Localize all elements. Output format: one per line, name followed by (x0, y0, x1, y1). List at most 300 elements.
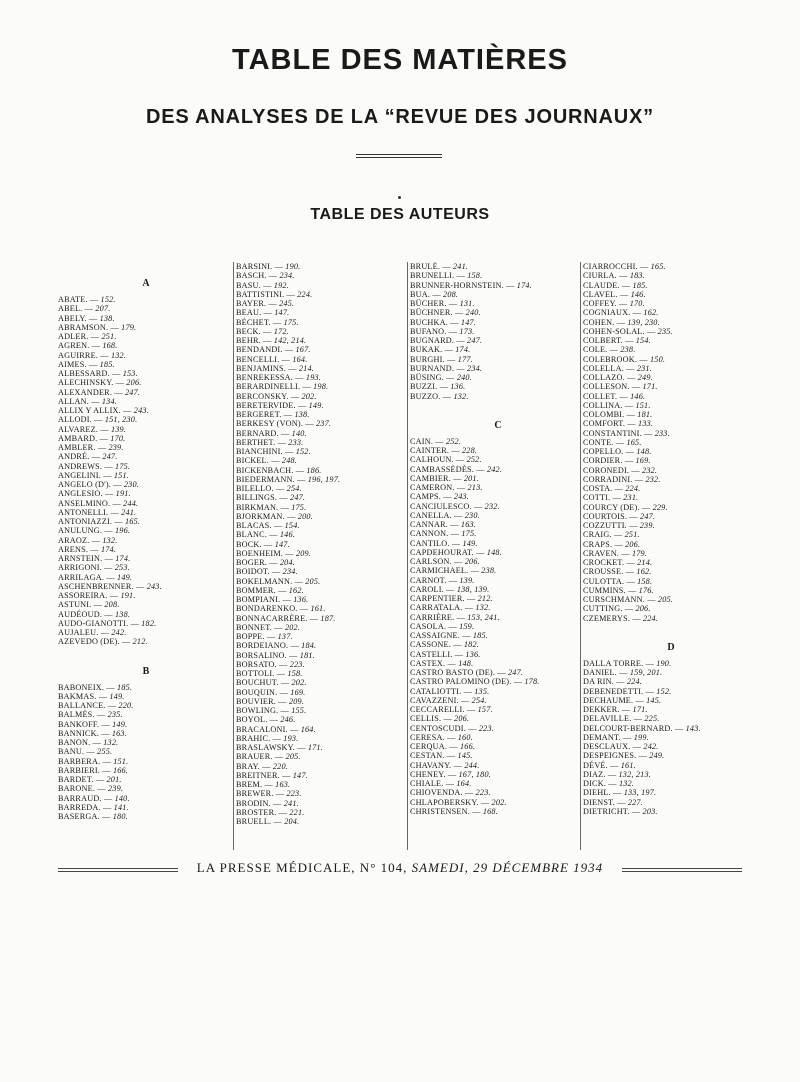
author-name: CONTE. (583, 437, 614, 447)
author-name: DEBENEDETTI. (583, 686, 644, 696)
dash-separator: — (102, 461, 116, 471)
author-entry (236, 281, 412, 290)
author-name: ASCHENBRENNER. (58, 581, 134, 591)
dash-separator: — (102, 554, 116, 563)
page-numbers: 234. (279, 271, 295, 281)
dash-separator: — (446, 575, 460, 585)
page-numbers: 138, 139. (456, 584, 490, 594)
page-numbers: 205. (657, 595, 674, 604)
author-entry (583, 401, 759, 410)
author-name: BONDARENKO. (236, 604, 298, 614)
page-numbers: 255. (97, 747, 113, 757)
dash-separator: — (443, 779, 457, 788)
page-numbers: 248. (281, 456, 298, 466)
page-numbers: 151, 230. (104, 415, 138, 425)
page-numbers: 158. (637, 576, 653, 586)
page-numbers: 214. (298, 363, 315, 373)
page-numbers: 243. (146, 581, 162, 591)
dash-separator: — (86, 359, 100, 369)
dash-separator: — (454, 271, 468, 281)
author-name: ASSOREIRA. (58, 591, 108, 600)
author-name: ABATE. (58, 295, 88, 304)
author-name: BUZZI. (410, 382, 438, 392)
dash-separator: — (264, 632, 278, 641)
author-entry (236, 466, 412, 475)
author-entry (410, 373, 586, 382)
author-name: CASTRO BASTO (DE). (410, 668, 496, 677)
page-numbers: 196. (115, 526, 131, 536)
page-numbers: 135. (474, 686, 490, 696)
dash-separator: — (478, 797, 492, 807)
footer-date: SAMEDI, 29 DÉCEMBRE 1934 (411, 860, 604, 875)
page-numbers: 187. (320, 613, 336, 623)
dash-separator: — (610, 493, 624, 503)
dash-separator: — (279, 354, 293, 364)
dash-separator: — (112, 517, 126, 526)
page-numbers: 241. (121, 507, 137, 517)
page-numbers: 182. (463, 640, 479, 650)
dash-separator: — (644, 326, 658, 336)
author-name: BANKOFF. (58, 719, 100, 729)
author-entry (410, 290, 586, 299)
author-entry (410, 640, 586, 649)
author-name: BURNAND. (410, 363, 455, 373)
index-column-3 (407, 262, 586, 850)
dash-separator: — (284, 511, 298, 521)
dash-separator: — (626, 521, 640, 530)
author-entry (583, 318, 759, 327)
author-name: DESCLAUX. (583, 742, 631, 751)
dash-separator: — (277, 493, 291, 503)
page-numbers: 153. (122, 369, 138, 378)
author-name: BARONE. (58, 784, 96, 794)
page-numbers: 232. (484, 501, 500, 511)
dash-separator: — (443, 584, 457, 594)
page-numbers: 132. (475, 603, 491, 613)
author-entry (58, 794, 234, 803)
page-numbers: 243. (133, 406, 149, 415)
author-name: BASERGA. (58, 812, 100, 821)
dash-separator: — (274, 669, 288, 678)
page-numbers: 229. (652, 502, 668, 512)
dash-separator: — (128, 618, 142, 628)
dash-separator: — (280, 595, 294, 604)
author-entry (236, 614, 412, 623)
page-numbers: 159, 201. (629, 668, 663, 677)
dash-separator: — (270, 733, 284, 743)
author-entry (583, 364, 759, 373)
page-numbers: 165. (125, 517, 141, 526)
dash-separator: — (288, 641, 302, 651)
author-entry (58, 415, 234, 424)
author-name: COLE. (583, 345, 608, 355)
author-entry (410, 650, 586, 659)
dash-separator: — (473, 547, 487, 557)
page-numbers: 202. (301, 391, 317, 401)
author-name: ARRILAGA. (58, 572, 105, 582)
page-numbers: 254. (286, 484, 302, 493)
author-entry (58, 462, 234, 471)
page-numbers: 161. (310, 604, 326, 614)
author-entry (58, 351, 234, 360)
page-numbers: 247. (467, 336, 483, 345)
page-numbers: 174. (115, 554, 131, 563)
dash-separator: — (606, 779, 619, 788)
author-name: BERETERVIDE. (236, 400, 296, 410)
page-numbers: 171. (632, 705, 648, 714)
dash-separator: — (113, 378, 127, 388)
dash-separator: — (452, 649, 466, 659)
letter-spacer (410, 401, 586, 419)
author-name: CHIOVENDA. (410, 788, 463, 798)
page-numbers: 207. (95, 304, 111, 314)
page-numbers: 223. (289, 659, 305, 669)
author-name: COLOMBI. (583, 410, 625, 419)
page-title: TABLE DES MATIÈRES (232, 44, 568, 76)
author-entry (236, 318, 412, 327)
dash-separator: — (624, 558, 638, 567)
dash-separator: — (300, 382, 314, 392)
page-numbers: 153, 241. (467, 612, 500, 622)
author-entry (583, 410, 759, 419)
author-entry (583, 668, 759, 677)
author-name: BANON. (58, 738, 91, 747)
author-name: DESPEIGNES. (583, 751, 637, 761)
page-numbers: 224. (297, 289, 313, 299)
author-name: ANSELMINO. (58, 498, 111, 508)
author-entry (58, 710, 234, 719)
dash-separator: — (273, 789, 287, 799)
author-entry (58, 619, 234, 628)
author-name: BIRKMAN. (236, 502, 279, 512)
author-name: ALECHINSKY. (58, 378, 114, 388)
dash-separator: — (100, 470, 114, 480)
author-name: CLAUDE. (583, 280, 620, 290)
dash-separator: — (625, 585, 639, 595)
dash-separator: — (441, 492, 454, 502)
page-numbers: 249. (649, 751, 665, 761)
dash-separator: — (450, 640, 464, 650)
author-name: COTTI. (583, 493, 611, 503)
page-numbers: 252. (445, 436, 462, 446)
author-entry (583, 724, 759, 733)
author-entry (583, 512, 759, 521)
author-entry (410, 779, 586, 788)
author-entry (58, 499, 234, 508)
author-name: BARBERA. (58, 756, 101, 766)
author-entry (236, 558, 412, 567)
author-name: BIANCHINI. (236, 447, 283, 456)
dash-separator: — (86, 313, 100, 323)
page-numbers: 148. (636, 447, 652, 456)
author-name: CLAVEL. (583, 289, 618, 299)
author-entry (583, 484, 759, 493)
dash-separator: — (278, 502, 292, 512)
author-name: BOIDOT. (236, 567, 270, 577)
page-numbers: 132. (453, 391, 469, 401)
author-name: CHRISTENSEN. (410, 806, 470, 816)
author-entry (583, 714, 759, 723)
dash-separator: — (82, 304, 96, 314)
dash-separator: — (278, 428, 292, 438)
dash-separator: — (446, 621, 460, 631)
author-entry (583, 456, 759, 465)
page-numbers: 148. (486, 547, 502, 557)
dash-separator: — (91, 600, 105, 610)
page-numbers: 180. (112, 812, 128, 821)
author-entry (410, 511, 586, 520)
author-entry (236, 373, 412, 382)
page-numbers: 245. (279, 299, 295, 308)
author-entry (583, 798, 759, 807)
author-entry (58, 747, 234, 756)
author-name: CROCKET. (583, 558, 625, 567)
dash-separator: — (454, 336, 468, 345)
author-entry (583, 549, 759, 558)
author-name: BOUQUIN. (236, 687, 278, 697)
author-entry (583, 687, 759, 696)
author-entry (236, 336, 412, 345)
author-name: CECCARELLI. (410, 705, 465, 714)
author-entry (583, 567, 759, 576)
author-entry (236, 697, 412, 706)
page-numbers: 235. (107, 710, 123, 720)
author-name: ARENS. (58, 544, 89, 554)
page-numbers: 136. (465, 649, 481, 659)
index-column-4 (580, 262, 759, 850)
page-numbers: 205. (305, 576, 321, 586)
page-numbers: 232. (645, 474, 661, 484)
dash-separator: — (283, 548, 296, 558)
page-numbers: 239. (108, 443, 124, 452)
page-numbers: 149. (462, 538, 478, 548)
author-name: ALLODI. (58, 415, 92, 425)
dash-separator: — (629, 465, 643, 475)
page-numbers: 202. (284, 622, 301, 632)
dash-separator: — (105, 701, 119, 710)
author-entry (236, 364, 412, 373)
dash-separator: — (617, 289, 631, 299)
author-entry (583, 262, 759, 271)
author-entry (410, 631, 586, 640)
dash-separator: — (454, 612, 468, 622)
author-entry (410, 474, 586, 483)
author-name: DEMANT. (583, 732, 621, 742)
page-subtitle: DES ANALYSES DE LA “REVUE DES JOURNAUX” (146, 106, 654, 128)
dash-separator: — (610, 788, 624, 798)
author-name: ARNSTEIN. (58, 554, 103, 563)
page-numbers: 184. (301, 641, 317, 651)
author-entry (58, 545, 234, 554)
page-numbers: 149. (117, 572, 133, 582)
page-numbers: 238. (620, 345, 636, 355)
page-numbers: 174. (455, 345, 471, 355)
author-name: BURGHI. (410, 354, 445, 364)
dash-separator: — (446, 299, 460, 308)
author-name: CASOLA. (410, 621, 447, 631)
footer-rule-right (622, 868, 742, 874)
author-name: CAMPS. (410, 492, 442, 502)
page-numbers: 151. (113, 756, 129, 766)
author-name: COGNIAUX. (583, 308, 631, 318)
author-entry (236, 345, 412, 354)
author-entry (58, 452, 234, 461)
author-entry (58, 775, 234, 784)
author-entry (236, 752, 412, 761)
page-numbers: 148. (458, 658, 474, 668)
dash-separator: — (462, 603, 476, 613)
author-entry (58, 536, 234, 545)
author-name: BICKEL. (236, 456, 270, 466)
author-name: CARRATALA. (410, 603, 463, 613)
author-entry (58, 295, 234, 304)
dash-separator: — (440, 262, 453, 271)
page-numbers: 185. (632, 280, 648, 290)
page-numbers: 240. (465, 308, 481, 318)
author-entry (583, 705, 759, 714)
author-name: CELLIS. (410, 714, 442, 724)
dash-separator: — (444, 751, 458, 761)
author-name: BAYER. (236, 299, 267, 308)
author-name: BOMPIANI. (236, 595, 281, 604)
author-name: BOUVIER. (236, 696, 277, 706)
dash-separator: — (616, 668, 630, 677)
page-numbers: 167. (295, 345, 311, 355)
author-entry (583, 761, 759, 770)
author-name: CRAIG. (583, 530, 612, 540)
author-entry (583, 299, 759, 308)
page-numbers: 158. (287, 669, 303, 678)
author-entry (58, 784, 234, 793)
dash-separator: — (287, 724, 301, 734)
author-entry (583, 677, 759, 686)
author-entry (410, 677, 586, 686)
dash-separator: — (503, 280, 517, 290)
author-entry (583, 382, 759, 391)
author-name: BEHR. (236, 336, 261, 345)
author-name: CAMBIER. (410, 473, 451, 483)
title-rule (356, 154, 442, 160)
page-numbers: 241. (452, 262, 469, 271)
dash-separator: — (449, 538, 463, 548)
author-name: BRAHIC. (236, 733, 271, 743)
dash-separator: — (95, 443, 109, 452)
author-entry (58, 304, 234, 313)
author-name: CAVAZZENI. (410, 695, 459, 705)
dash-separator: — (448, 520, 461, 529)
author-name: CANELLA. (410, 510, 452, 520)
page-numbers: 209. (288, 696, 305, 706)
page-numbers: 202. (491, 797, 507, 807)
page-numbers: 233. (288, 437, 304, 447)
dash-separator: — (273, 484, 287, 493)
page-numbers: 227. (627, 797, 643, 807)
page-numbers: 132. (102, 535, 118, 545)
author-entry (410, 308, 586, 317)
author-entry (410, 465, 586, 474)
page-numbers: 220. (272, 761, 289, 771)
author-entry (410, 696, 586, 705)
dash-separator: — (110, 498, 124, 508)
author-name: COSTA. (583, 484, 613, 493)
page-numbers: 164. (300, 724, 316, 734)
dash-separator: — (98, 628, 112, 637)
page-numbers: 145. (646, 695, 662, 705)
dash-separator: — (286, 650, 300, 660)
author-entry (58, 628, 234, 637)
dash-separator: — (272, 752, 286, 762)
author-entry (410, 437, 586, 446)
author-entry (583, 595, 759, 604)
page-numbers: 164. (292, 354, 308, 364)
page-numbers: 203. (642, 806, 658, 816)
dash-separator: — (451, 760, 465, 770)
dash-separator: — (267, 715, 281, 725)
dash-separator: — (104, 572, 118, 582)
dash-separator: — (278, 678, 292, 688)
author-name: BOENHEIM. (236, 548, 284, 558)
author-entry (236, 743, 412, 752)
author-entry (410, 355, 586, 364)
dash-separator: — (260, 326, 274, 336)
page-numbers: 175. (461, 529, 477, 539)
author-name: CARNOT. (410, 575, 447, 585)
author-name: BALMÈS. (58, 710, 95, 720)
page-numbers: 238. (481, 566, 497, 576)
dash-separator: — (622, 336, 636, 345)
dash-separator: — (102, 609, 116, 619)
author-name: BRACALONI. (236, 724, 288, 734)
dash-separator: — (297, 604, 311, 614)
page-numbers: 163. (111, 728, 127, 738)
author-name: CORDIER. (583, 456, 623, 466)
dash-separator: — (619, 280, 633, 290)
dash-separator: — (282, 447, 296, 456)
dash-separator: — (276, 807, 290, 817)
letter-spacer (58, 262, 234, 277)
page-numbers: 206. (454, 714, 470, 724)
author-name: CARRIÈRE. (410, 612, 455, 622)
author-name: BOWLING. (236, 706, 279, 715)
author-entry (236, 290, 412, 299)
dash-separator: — (617, 391, 631, 401)
author-entry (583, 466, 759, 475)
page-numbers: 140. (291, 428, 307, 438)
author-entry (410, 576, 586, 585)
author-name: ANGELO (D'). (58, 480, 111, 489)
author-entry (410, 281, 586, 290)
author-name: CHLAPOBERSKY. (410, 797, 479, 807)
author-entry (236, 327, 412, 336)
author-entry (236, 771, 412, 780)
author-name: BREITNER. (236, 770, 280, 780)
page-numbers: 190. (656, 658, 672, 668)
dash-separator: — (282, 345, 296, 355)
dash-separator: — (645, 595, 658, 604)
dash-separator: — (270, 317, 284, 327)
section-letter: D (667, 641, 675, 653)
dash-separator: — (461, 686, 475, 696)
author-name: CHIALE. (410, 779, 444, 788)
author-name: ANGLESIO. (58, 489, 103, 499)
author-name: COHEN-SOLAL. (583, 326, 645, 336)
author-entry (236, 503, 412, 512)
page-numbers: 221. (289, 807, 305, 817)
dash-separator: — (89, 535, 103, 545)
page-numbers: 241. (283, 798, 299, 808)
author-entry (58, 591, 234, 600)
author-entry (583, 429, 759, 438)
